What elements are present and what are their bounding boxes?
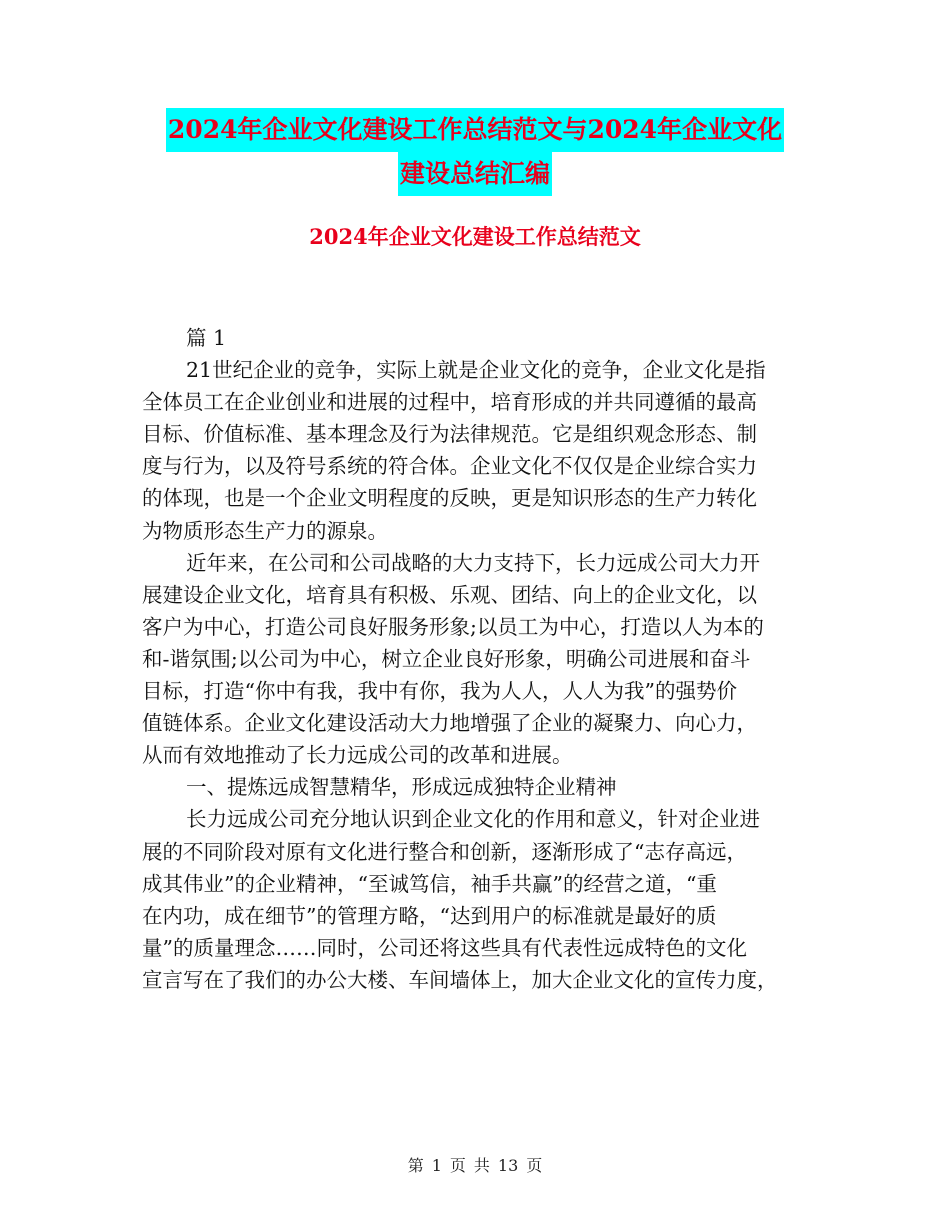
text-line: 度与行为，以及符号系统的符合体。企业文化不仅仅是企业综合实力: [142, 454, 757, 479]
footer-page-mid: 页: [449, 1156, 466, 1175]
text-line: 近年来，在公司和公司战略的大力支持下，长力远成公司大力开: [186, 550, 760, 575]
footer-page-number: 1: [431, 1156, 442, 1175]
text-line: 篇 1: [186, 326, 227, 350]
text-line: 21世纪企业的竞争，实际上就是企业文化的竞争，企业文化是指: [186, 358, 766, 383]
text-line: 量”的质量理念……同时，公司还将这些具有代表性远成特色的文化: [142, 935, 747, 960]
footer-total-prefix: 共: [473, 1156, 490, 1175]
footer-total-pages: 13: [497, 1156, 519, 1175]
page-footer: [0, 1155, 950, 1177]
section-subtitle: 2024年企业文化建设工作总结范文: [309, 224, 641, 249]
text-line: 全体员工在企业创业和进展的过程中，培育形成的并共同遵循的最高: [142, 390, 757, 415]
text-line: 的体现，也是一个企业文明程度的反映，更是知识形态的生产力转化: [142, 486, 757, 511]
document-title: [0, 108, 950, 196]
text-line: 从而有效地推动了长力远成公司的改革和进展。: [142, 743, 573, 768]
text-line: 宣言写在了我们的办公大楼、车间墙体上，加大企业文化的宣传力度，: [142, 967, 778, 992]
text-line: 长力远成公司充分地认识到企业文化的作用和意义，针对企业进: [186, 807, 760, 832]
text-line: 目标、价值标准、基本理念及行为法律规范。它是组织观念形态、制: [142, 422, 757, 447]
text-line: 目标，打造“你中有我，我中有你，我为人人，人人为我”的强势价: [142, 679, 737, 704]
footer-total-suffix: 页: [526, 1156, 543, 1175]
text-line: 为物质形态生产力的源泉。: [142, 518, 388, 543]
section-heading: 一、提炼远成智慧精华，形成远成独特企业精神: [186, 775, 617, 800]
footer-page-prefix: 第: [407, 1156, 424, 1175]
text-line: 客户为中心，打造公司良好服务形象;以员工为中心，打造以人为本的: [142, 614, 764, 639]
text-line: 成其伟业”的企业精神，“至诚笃信，袖手共赢”的经营之道，“重: [142, 871, 717, 896]
text-line: 值链体系。企业文化建设活动大力地增强了企业的凝聚力、向心力，: [142, 711, 757, 736]
document-body: [142, 322, 822, 996]
title-line-2: 建设总结汇编: [398, 152, 552, 196]
text-line: 在内功，成在细节”的管理方略，“达到用户的标准就是最好的质: [142, 903, 717, 928]
text-line: 和-谐氛围;以公司为中心，树立企业良好形象，明确公司进展和奋斗: [142, 646, 751, 671]
text-line: 展的不同阶段对原有文化进行整合和创新，逐渐形成了“志存高远，: [142, 839, 747, 864]
title-line-1: 2024年企业文化建设工作总结范文与2024年企业文化: [166, 108, 784, 152]
text-line: 展建设企业文化，培育具有积极、乐观、团结、向上的企业文化，以: [142, 582, 757, 607]
